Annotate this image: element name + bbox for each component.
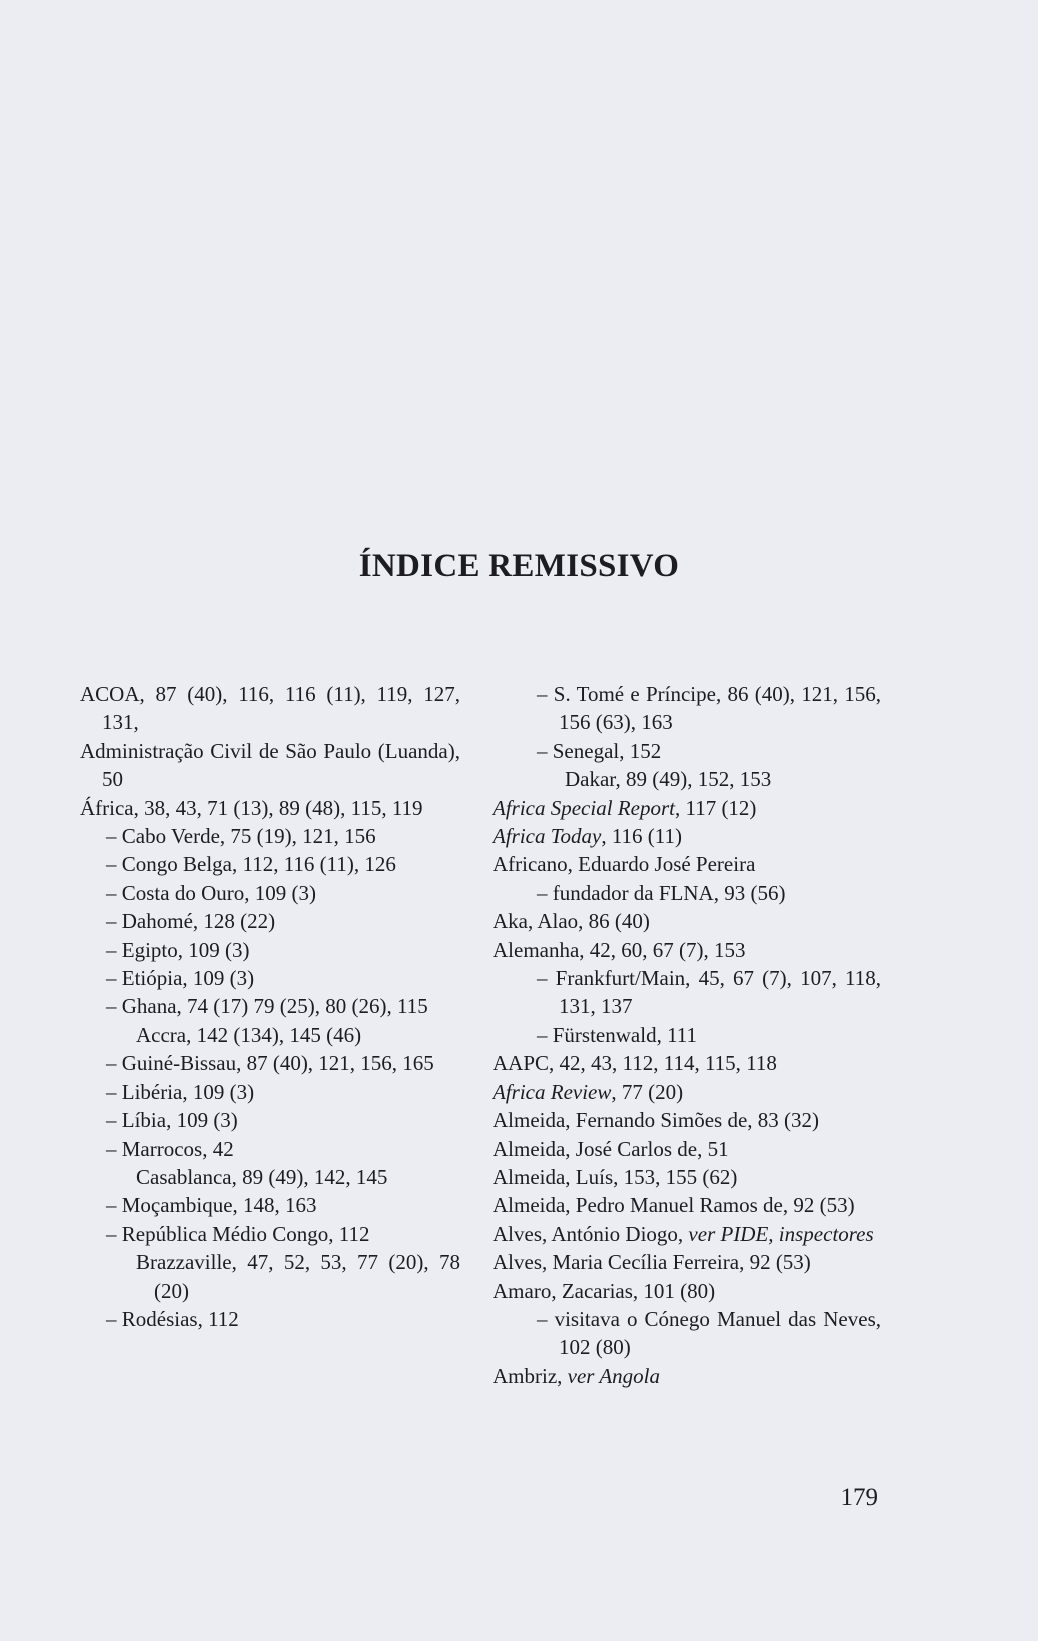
index-entry: África, 38, 43, 71 (13), 89 (48), 115, 119 <box>80 795 423 820</box>
index-entry: AAPC, 42, 43, 112, 114, 115, 118 <box>493 1051 777 1076</box>
index-entry: – Marrocos, 42 <box>106 1136 234 1161</box>
index-entry: – Congo Belga, 112, 116 (11), 126 <box>106 852 396 877</box>
index-column-left <box>80 680 460 1333</box>
index-entry: Aka, Alao, 86 (40) <box>493 909 650 934</box>
index-entry: – visitava o Cónego Manuel das Neves, 102 (80) <box>537 1306 881 1360</box>
index-entry: – Moçambique, 148, 163 <box>106 1193 317 1218</box>
index-entry: – Cabo Verde, 75 (19), 121, 156 <box>106 824 376 849</box>
index-entry: Africa Review, 77 (20) <box>493 1079 684 1104</box>
index-entry: – Fürstenwald, 111 <box>537 1022 698 1047</box>
index-entry: Amaro, Zacarias, 101 (80) <box>493 1278 716 1303</box>
index-entry: – Líbia, 109 (3) <box>106 1108 238 1133</box>
index-entry: – Egipto, 109 (3) <box>106 937 250 962</box>
italic-term: ver Angola <box>567 1363 661 1388</box>
index-entry: Administração Civil de São Paulo (Luanda), 50 <box>80 738 460 792</box>
italic-term: Africa Today <box>493 824 602 849</box>
index-entry: Dakar, 89 (49), 152, 153 <box>565 767 772 792</box>
index-entry: – fundador da FLNA, 93 (56) <box>537 880 786 905</box>
index-entry: Almeida, Pedro Manuel Ramos de, 92 (53) <box>493 1193 855 1218</box>
index-entry: Alemanha, 42, 60, 67 (7), 153 <box>493 937 746 962</box>
index-entry: – Etiópia, 109 (3) <box>106 966 255 991</box>
index-entry: Accra, 142 (134), 145 (46) <box>136 1022 362 1047</box>
page-title: ÍNDICE REMISSIVO <box>358 548 680 584</box>
index-entry: Alves, António Diogo, ver PIDE, inspectores <box>493 1221 874 1246</box>
index-entry: Alves, Maria Cecília Ferreira, 92 (53) <box>493 1250 811 1275</box>
index-entry: – Rodésias, 112 <box>106 1306 239 1331</box>
index-entry: ACOA, 87 (40), 116, 116 (11), 119, 127, 131, <box>80 682 460 735</box>
index-entry: Almeida, Fernando Simões de, 83 (32) <box>493 1108 820 1133</box>
index-entry: Casablanca, 89 (49), 142, 145 <box>136 1164 388 1189</box>
index-entry: Almeida, José Carlos de, 51 <box>493 1136 729 1161</box>
index-entry: – Costa do Ouro, 109 (3) <box>106 880 316 905</box>
index-entry: – Ghana, 74 (17) 79 (25), 80 (26), 115 <box>106 994 428 1019</box>
index-entry: Africano, Eduardo José Pereira <box>493 852 756 877</box>
index-entry: – Guiné-Bissau, 87 (40), 121, 156, 165 <box>106 1051 434 1076</box>
italic-term: ver PIDE, inspectores <box>688 1221 874 1246</box>
index-entry: – Frankfurt/Main, 45, 67 (7), 107, 118, 131, 137 <box>537 966 881 1019</box>
page-number: 179 <box>840 1484 878 1511</box>
index-entry: Almeida, Luís, 153, 155 (62) <box>493 1164 738 1189</box>
index-entry: – Dahomé, 128 (22) <box>106 909 276 934</box>
index-entry: – S. Tomé e Príncipe, 86 (40), 121, 156, 156 (63), 163 <box>537 682 881 735</box>
index-column-right <box>493 680 881 1390</box>
index-entry: – Senegal, 152 <box>537 738 662 763</box>
index-entry: Africa Today, 116 (11) <box>493 824 682 849</box>
index-entry: Brazzaville, 47, 52, 53, 77 (20), 78 (20) <box>136 1250 460 1303</box>
index-entry: Africa Special Report, 117 (12) <box>493 795 757 820</box>
index-entry: Ambriz, ver Angola <box>493 1363 661 1388</box>
italic-term: Africa Special Report <box>493 795 675 820</box>
index-entry: – Libéria, 109 (3) <box>106 1079 255 1104</box>
italic-term: Africa Review <box>493 1079 612 1104</box>
index-entry: – República Médio Congo, 112 <box>106 1221 370 1246</box>
